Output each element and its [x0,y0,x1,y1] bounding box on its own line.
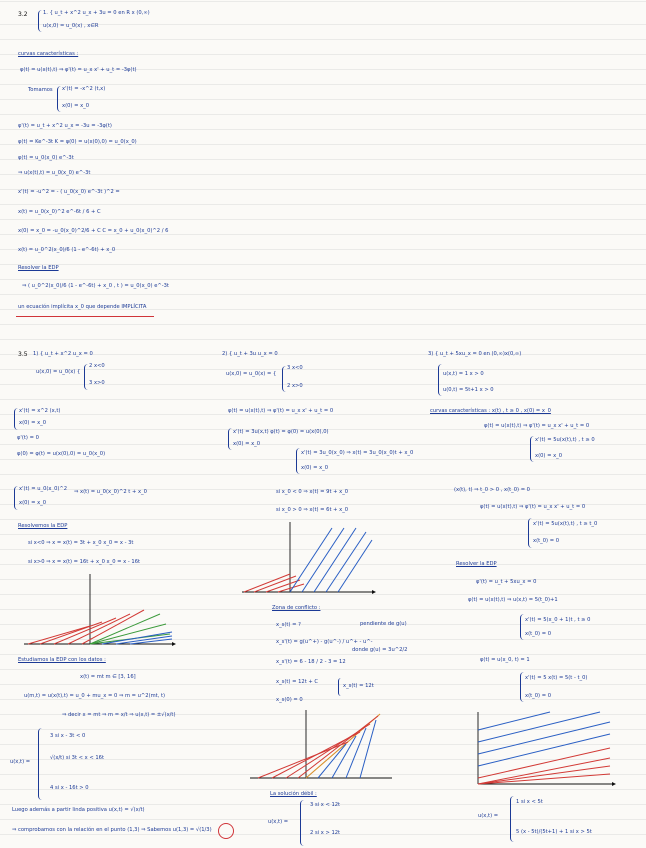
ex1-resolver-heading: Resolver la EDP [18,265,59,271]
exercise-number: 3.2 [18,11,28,18]
p2-solution-heading: La solución débil : [270,791,317,797]
p3-sl2: 5 (x - 5t)/(5t+1) + 1 si x > 5t [516,829,592,835]
p2-shock-heading: Zona de conflicto : [272,605,321,611]
ex1-line-1: φ(t) = u(x(t),t) ⇒ φ'(t) = u_x x' + u_t = -3φ(t) [20,67,137,73]
p1-piecewise-brace [84,364,88,390]
ex1-line-6: ⇒ u(x(t),t) = u_0(x_0) e^-3t [18,170,91,176]
ex1-line-4: φ(t) = Ke^-3t K = φ(0) = u(x(0),0) = u_0(x_0) [18,139,137,145]
p2-k4b: x_s(t) = 12t [343,683,374,689]
p3-s0: curvas características : x(t) , t ≥ 0 , x(0) = x_0 [430,408,551,414]
p2-k5: x_s(0) = 0 [276,697,303,703]
p1-s4: φ(0) = φ(t) = u(x(0),0) = u_0(x_0) [17,451,106,457]
p3-s5a: x'(t) = 5u(x(t),t) , t ≥ t_0 [533,521,598,527]
p3-s1: φ(t) = u(x(t),t) ⇒ φ'(t) = u_x x' + u_t = 0 [484,423,590,429]
pde-equation: 1. { u_t + x^2 u_x + 3u = 0 en R x (0,∞) [43,10,150,16]
p2-s2b: x(0) = x_0 [233,441,261,447]
p2-piecewise-brace [282,366,286,392]
p1-char-brace [14,408,18,430]
p2-char2-brace [296,448,300,474]
p2-s2a: x'(t) = 3u(x,t) φ(t) = φ(0) = u(x(0),0) [233,429,329,435]
p3-solution-brace [510,796,514,842]
p3-s2b: x(0) = x_0 [535,453,563,459]
p3-s4: φ(t) = u(x(t),t) ⇒ φ'(t) = u_x x' + u_t = 0 [480,504,586,510]
ex1-tomamos: Tomamos [28,87,53,93]
p2-s1: φ(t) = u(x(t),t) ⇒ φ'(t) = u_x x' + u_t = 0 [228,408,334,414]
p2-sl1: 3 si x < 12t [310,802,341,808]
p2-k2: x_s'(t) = g(u^+) - g(u^-) / u^+ - u^- [276,639,373,645]
p2-case-1: 3 x<0 [287,365,303,371]
p1-case-2: 3 x>0 [89,380,105,386]
p3-sl1: 1 si x < 5t [516,799,543,805]
p1-entropy-heading: Estudiamos la EDP con los datos : [18,657,106,663]
p3-q2-brace [520,672,524,702]
system-brace [38,10,42,32]
p3-s3: (x(t), t) ⇒ t_0 > 0 , x(t_0) = 0 [454,487,530,493]
p3-h3: u(0,t) = 5t+1 x > 0 [443,387,494,393]
method-heading: curvas características : [18,51,79,57]
p2-sl2: 2 si x > 12t [310,830,341,836]
p1-s2: x(0) = x_0 [19,420,47,426]
p3-q4: φ(t) = u(x_0, t) = 1 [480,657,530,663]
p3-s2a: x'(t) = 5u(x(t),t) , t ≥ 0 [535,437,595,443]
p3-q5b: x(t_0) = 0 [525,693,551,699]
p3-h2: u(x,t) = 1 x > 0 [443,371,484,377]
p1-solution-brace [38,728,42,800]
p1-e3: ⇒ decir x = mt ⇒ m = x/t ⇒ u(x,t) = ±√(x/t) [62,712,176,718]
p1-s3: φ'(t) = 0 [17,435,39,441]
p2-s3b: x(0) = x_0 [301,465,329,471]
p3-q5a: x'(t) = 5 x(t) = 5(t - t_0) [525,675,588,681]
p1-u-lhs: u(x,t) = [10,759,31,765]
p1-edp-heading: Resolvemos la EDP [18,523,68,529]
p1-char2-brace [14,486,18,510]
ex1-line-8: x(t) = u_0(x_0)^2 e^-6t / 6 + C [18,209,101,215]
p1-s1: x'(t) = x^2 (x,t) [19,408,61,414]
p2-solution-brace [300,800,304,846]
p3-characteristics-graph [470,708,620,788]
p3-q3a: x'(t) = 5(x_0 + 1)t , t ≥ 0 [525,617,591,623]
ex1-char-eq: x'(t) = -x^2 (t,x) [62,86,106,92]
p2-characteristics-graph [240,518,380,596]
ex1-line-9: x(0) = x_0 = -u_0(x_0)^2/6 + C C = x_0 + u_0(x_0)^2 / 6 [18,228,169,234]
p1-e1: x(t) = mt m ∈ [3, 16] [80,674,136,680]
p3-pde: 3) { u_t + 5xu_x = 0 en (0,∞)x(0,∞) [428,351,522,357]
p2-k2b: donde g(u) = 3u^2/2 [352,647,408,653]
p1-u2: √(x/t) si 3t < x < 16t [50,755,104,761]
p3-char2-brace [528,518,532,548]
p2-k1: x_s(t) = ? [276,622,301,628]
p3-q2: φ(t) = u(x(t),t) ⇒ u(x,t) = 5(t_0)+1 [468,597,558,603]
p2-pde: 2) { u_t + 3u u_x = 0 [222,351,278,357]
ex1-char-init: x(0) = x_0 [62,103,90,109]
p1-pde: 1) { u_t + x^2 u_x = 0 [33,351,93,357]
ex1-line-3: φ'(t) = u_t + x^2 u_x = -3u = -3φ(t) [18,123,112,129]
p2-char-brace [228,428,232,450]
p2-r1: si x_0 < 0 ⇒ x(t) = 9t + x_0 [276,489,349,495]
p3-q3b: x(t_0) = 0 [525,631,551,637]
ex1-line-10: x(t) = u_0^2(x_0)/6 (1 - e^-6t) + x_0 [18,247,116,253]
p1-s5a: x'(t) = u_0(x_0)^2 [19,486,68,492]
p1-initial: u(x,0) = u_0(x) { [36,369,81,375]
p2-k2c: pendiente de g(u) [360,621,407,627]
p2-s3a: x'(t) = 3u_0(x_0) ⇒ x(t) = 3u_0(x_0)t + x_0 [301,450,414,456]
p3-brace [438,364,442,396]
p2-shock-box [338,678,341,696]
exercise-number-2: 3.5 [18,351,28,358]
p2-k4: x_s(t) = 12t + C [276,679,318,685]
p1-e2: u(m,t) = u(x(t),t) = u_0 + mu_x = 0 ⇒ m = u^2(mt, t) [24,693,166,699]
p1-r1: si x<0 ⇒ x = x(t) = 3t + x_0 x_0 = x - 3t [28,540,134,546]
ex1-conclusion: un ecuación implícita x_0 que depende IMPLÍCITA [18,304,147,310]
ex1-line-7: x'(t) = -u^2 = - ( u_0(x_0) e^-3t )^2 = [18,189,120,195]
p1-characteristics-graph [20,570,180,648]
red-underline [16,316,154,317]
p2-shock-graph [248,706,398,780]
p1-r2: si x>0 ⇒ x = x(t) = 16t + x_0 x_0 = x - 16t [28,559,141,565]
p3-q-brace [520,614,524,640]
p1-s5b: x(0) = x_0 [19,500,47,506]
p2-k3: x_s'(t) = 6 - 18 / 2 - 3 = 12 [276,659,346,665]
p1-u3: 4 si x - 16t > 0 [50,785,89,791]
p2-initial: u(x,0) = u_0(x) = { [226,371,277,377]
p1-f2: ⇒ comprobamos con la relación en el punto (1,3) ⇒ Sabemos u(1,3) = √(1/3) [12,827,212,833]
p1-u1: 3 si x - 3t < 0 [50,733,86,739]
p3-edp-heading: Resolver la EDP [456,561,497,567]
p1-f1: Luego además a partir linda positiva u(x,t) = √(x/t) [12,807,145,813]
initial-condition: u(x,0) = u_0(x) , x∈R [43,23,99,29]
p1-case-1: 2 x<0 [89,363,105,369]
p2-u-lhs: u(x,t) = [268,819,289,825]
p1-s5c: ⇒ x(t) = u_0(x_0)^2 t + x_0 [74,489,147,495]
p3-s5b: x(t_0) = 0 [533,538,559,544]
p3-u-lhs: u(x,t) = [478,813,499,819]
ex1-line-5: φ(t) = u_0(x_0) e^-3t [18,155,74,161]
p2-case-2: 2 x>0 [287,383,303,389]
p2-r2: si x_0 > 0 ⇒ x(t) = 6t + x_0 [276,507,349,513]
answer-circle [218,823,234,839]
char-system-brace [57,86,61,112]
p3-char-brace [530,436,534,462]
ex1-line-12: ⇒ ( u_0^2(x_0)/6 (1 - e^-6t) + x_0 , t ) = u_0(x_0) e^-3t [22,283,169,289]
p3-q1: φ'(t) = u_t + 5xu_x = 0 [476,579,537,585]
